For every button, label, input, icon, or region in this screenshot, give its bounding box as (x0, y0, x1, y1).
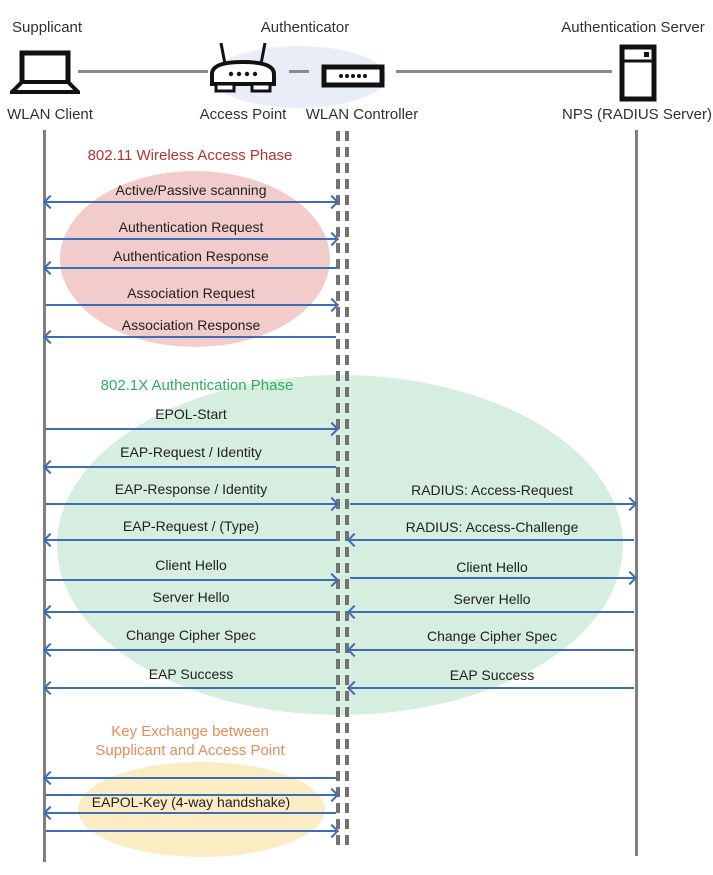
server-icon (619, 44, 657, 102)
message-label: Change Cipher Spec (126, 627, 256, 643)
message-label: RADIUS: Access-Challenge (405, 519, 579, 535)
message-arrow-right (46, 428, 336, 430)
message-label: EAP-Request / Identity (120, 444, 262, 460)
message-label: EAP Success (449, 667, 535, 683)
role-authentication-server: Authentication Server (561, 19, 705, 36)
phase3-title-line2: Supplicant and Access Point (95, 742, 285, 759)
message-arrow-right (46, 579, 336, 581)
message-label: Change Cipher Spec (427, 628, 557, 644)
wlan-controller-icon (321, 64, 385, 88)
message-label: Client Hello (456, 559, 528, 575)
message-arrow-right (46, 830, 336, 832)
message-label: Association Response (121, 317, 261, 333)
device-wlan-client: WLAN Client (7, 106, 93, 123)
message-arrow-left (350, 611, 634, 613)
access-point-icon (208, 40, 278, 94)
message-label: Server Hello (152, 589, 230, 605)
message-label: Association Request (127, 285, 255, 301)
message-arrow-right (46, 304, 336, 306)
connector-line (78, 70, 208, 73)
message-label: EAP-Response / Identity (114, 481, 268, 497)
connector-line (396, 70, 612, 73)
device-access-point: Access Point (199, 106, 287, 123)
message-arrow-right (350, 577, 634, 579)
phase2-ellipse (57, 375, 623, 715)
message-arrow-left (350, 649, 634, 651)
message-label: Server Hello (453, 591, 531, 607)
message-label: EAPOL-Key (4-way handshake) (91, 794, 291, 810)
message-arrow-both (46, 201, 336, 203)
message-arrow-left (46, 539, 336, 541)
device-nps-radius-server: NPS (RADIUS Server) (561, 106, 713, 123)
phase3-title-line1: Key Exchange between (111, 723, 269, 740)
message-arrow-left (350, 539, 634, 541)
message-label: Authentication Request (118, 219, 264, 235)
message-arrow-right (350, 503, 634, 505)
message-arrow-right (46, 503, 336, 505)
message-arrow-left (46, 466, 336, 468)
device-wlan-controller: WLAN Controller (305, 106, 419, 123)
message-arrow-left (350, 687, 634, 689)
message-arrow-left (46, 611, 336, 613)
message-arrow-left (46, 649, 336, 651)
message-arrow-left (46, 267, 336, 269)
phase2-title: 802.1X Authentication Phase (100, 377, 294, 394)
message-label: Authentication Response (113, 248, 269, 264)
message-label: RADIUS: Access-Request (411, 482, 573, 498)
role-authenticator: Authenticator (260, 19, 350, 36)
message-label: EPOL-Start (155, 406, 227, 422)
phase1-title: 802.11 Wireless Access Phase (87, 147, 293, 164)
laptop-icon (10, 50, 80, 96)
message-arrow-left (46, 777, 336, 779)
message-label: EAP Success (148, 666, 234, 682)
message-arrow-right (46, 238, 336, 240)
message-label: Client Hello (155, 557, 227, 573)
message-arrow-left (46, 812, 336, 814)
message-label: Active/Passive scanning (115, 182, 267, 198)
connector-line (289, 70, 309, 73)
message-label: EAP-Request / (Type) (122, 518, 260, 534)
message-arrow-left (46, 336, 336, 338)
role-supplicant: Supplicant (12, 19, 83, 36)
message-arrow-left (46, 687, 336, 689)
